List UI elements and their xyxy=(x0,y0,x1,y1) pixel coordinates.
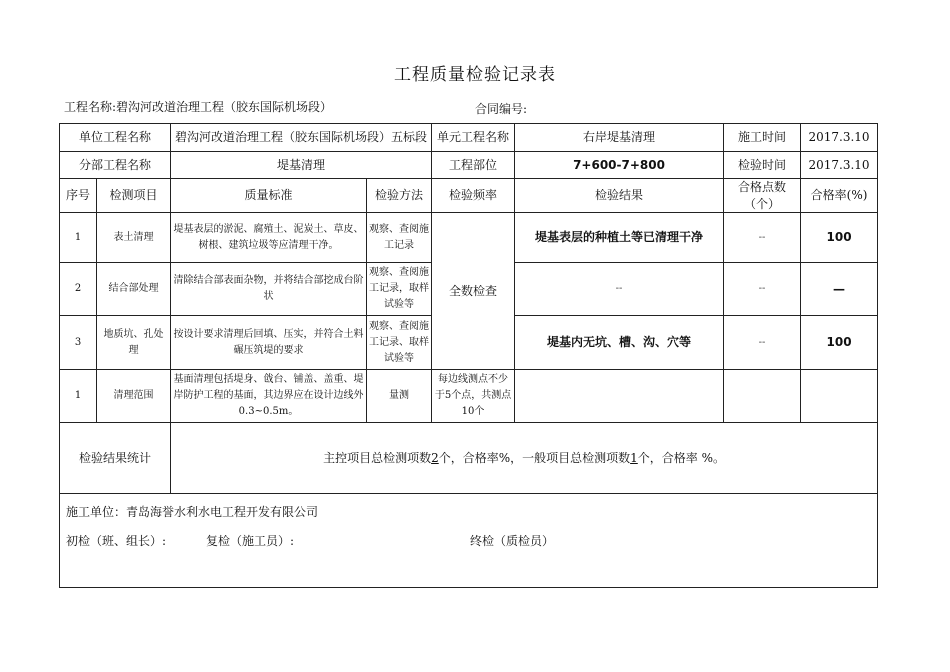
page-title: 工程质量检验记录表 xyxy=(394,65,556,85)
main-item-count: 2 xyxy=(431,450,439,465)
column-header: 检验结果 xyxy=(515,179,724,213)
element-project-value: 右岸堤基清理 xyxy=(515,124,724,152)
construction-time-value: 2017.3.10 xyxy=(801,124,878,152)
construction-unit-line xyxy=(66,504,875,520)
row-points: -- xyxy=(724,263,801,316)
row-number: 1 xyxy=(60,370,97,423)
project-location-value: 7+600-7+800 xyxy=(515,152,724,179)
first-check-label: 初检（班、组长）: xyxy=(66,534,167,549)
row-method: 观察、查阅施工记录、取样试验等 xyxy=(367,316,432,370)
project-name-line xyxy=(64,98,332,115)
row-rate xyxy=(801,370,878,423)
column-header-row xyxy=(60,179,878,213)
project-location-label: 工程部位 xyxy=(432,152,515,179)
column-header: 质量标准 xyxy=(171,179,367,213)
project-name-value: 碧沟河改道治理工程（胶东国际机场段） xyxy=(116,100,333,114)
row-result: 堤基内无坑、槽、沟、穴等 xyxy=(515,316,724,370)
row-points: -- xyxy=(724,316,801,370)
row-item: 地质坑、孔处理 xyxy=(97,316,171,370)
row-standard: 基面清理包括堤身、戗台、铺盖、盖重、堤岸防护工程的基面，其边界应在设计边线外0.3~0.5m。 xyxy=(171,370,367,423)
row-standard: 堤基表层的淤泥、腐殖土、泥炭土、草皮、树根、建筑垃圾等应清理干净。 xyxy=(171,213,367,263)
inspection-time-value: 2017.3.10 xyxy=(801,152,878,179)
row-frequency: 每边线测点不少于5个点，共测点10个 xyxy=(432,370,515,423)
construction-unit-label: 施工单位： xyxy=(66,505,127,519)
column-header: 合格点数（个） xyxy=(724,179,801,213)
table-row xyxy=(60,370,878,423)
row-method: 观察、查阅施工记录 xyxy=(367,213,432,263)
row-result: 堤基表层的种植土等已清理干净 xyxy=(515,213,724,263)
stat-text-1: 主控项目总检测项数 xyxy=(323,450,432,465)
row-result: -- xyxy=(515,263,724,316)
signature-block xyxy=(60,494,878,588)
row-item: 结合部处理 xyxy=(97,263,171,316)
inspection-time-label: 检验时间 xyxy=(724,152,801,179)
construction-unit-value: 青岛海誉水利水电工程开发有限公司 xyxy=(126,505,319,519)
row-points: -- xyxy=(724,213,801,263)
row-rate: 100 xyxy=(801,316,878,370)
row-number: 1 xyxy=(60,213,97,263)
row-item: 清理范围 xyxy=(97,370,171,423)
table-row xyxy=(60,213,878,263)
frequency-merged-cell: 全数检查 xyxy=(432,213,515,370)
row-number: 3 xyxy=(60,316,97,370)
inspection-signatures-line xyxy=(66,533,875,549)
final-check-label: 终检（质检员） xyxy=(470,534,555,549)
statistics-label: 检验结果统计 xyxy=(60,423,171,494)
signature-row xyxy=(60,494,878,588)
row-points xyxy=(724,370,801,423)
inspection-record-table xyxy=(59,123,878,588)
row-standard: 按设计要求清理后回填、压实，并符合土料碾压筑堤的要求 xyxy=(171,316,367,370)
general-item-count: 1 xyxy=(630,450,638,465)
unit-project-value: 碧沟河改道治理工程（胶东国际机场段）五标段 xyxy=(171,124,432,152)
row-item: 表土清理 xyxy=(97,213,171,263)
division-project-value: 堤基清理 xyxy=(171,152,432,179)
recheck-label: 复检（施工员）: xyxy=(206,534,295,549)
unit-project-label: 单位工程名称 xyxy=(60,124,171,152)
column-header: 序号 xyxy=(60,179,97,213)
construction-time-label: 施工时间 xyxy=(724,124,801,152)
row-number: 2 xyxy=(60,263,97,316)
row-method: 观察、查阅施工记录，取样试验等 xyxy=(367,263,432,316)
row-method: 量测 xyxy=(367,370,432,423)
column-header: 检验频率 xyxy=(432,179,515,213)
row-rate: — xyxy=(801,263,878,316)
division-project-label: 分部工程名称 xyxy=(60,152,171,179)
stat-text-3: 个，合格率 %。 xyxy=(637,450,725,465)
header-row-unit xyxy=(60,124,878,152)
column-header: 检测项目 xyxy=(97,179,171,213)
header-row-division xyxy=(60,152,878,179)
column-header: 合格率(%) xyxy=(801,179,878,213)
row-standard: 清除结合部表面杂物，并将结合部挖成台阶状 xyxy=(171,263,367,316)
stat-text-2: 个，合格率%，一般项目总检测项数 xyxy=(438,450,631,465)
contract-number-label: 合同编号: xyxy=(475,102,528,116)
row-rate: 100 xyxy=(801,213,878,263)
statistics-row xyxy=(60,423,878,494)
element-project-label: 单元工程名称 xyxy=(432,124,515,152)
column-header: 检验方法 xyxy=(367,179,432,213)
row-result xyxy=(515,370,724,423)
statistics-text xyxy=(171,423,878,494)
project-name-label: 工程名称: xyxy=(64,100,117,114)
